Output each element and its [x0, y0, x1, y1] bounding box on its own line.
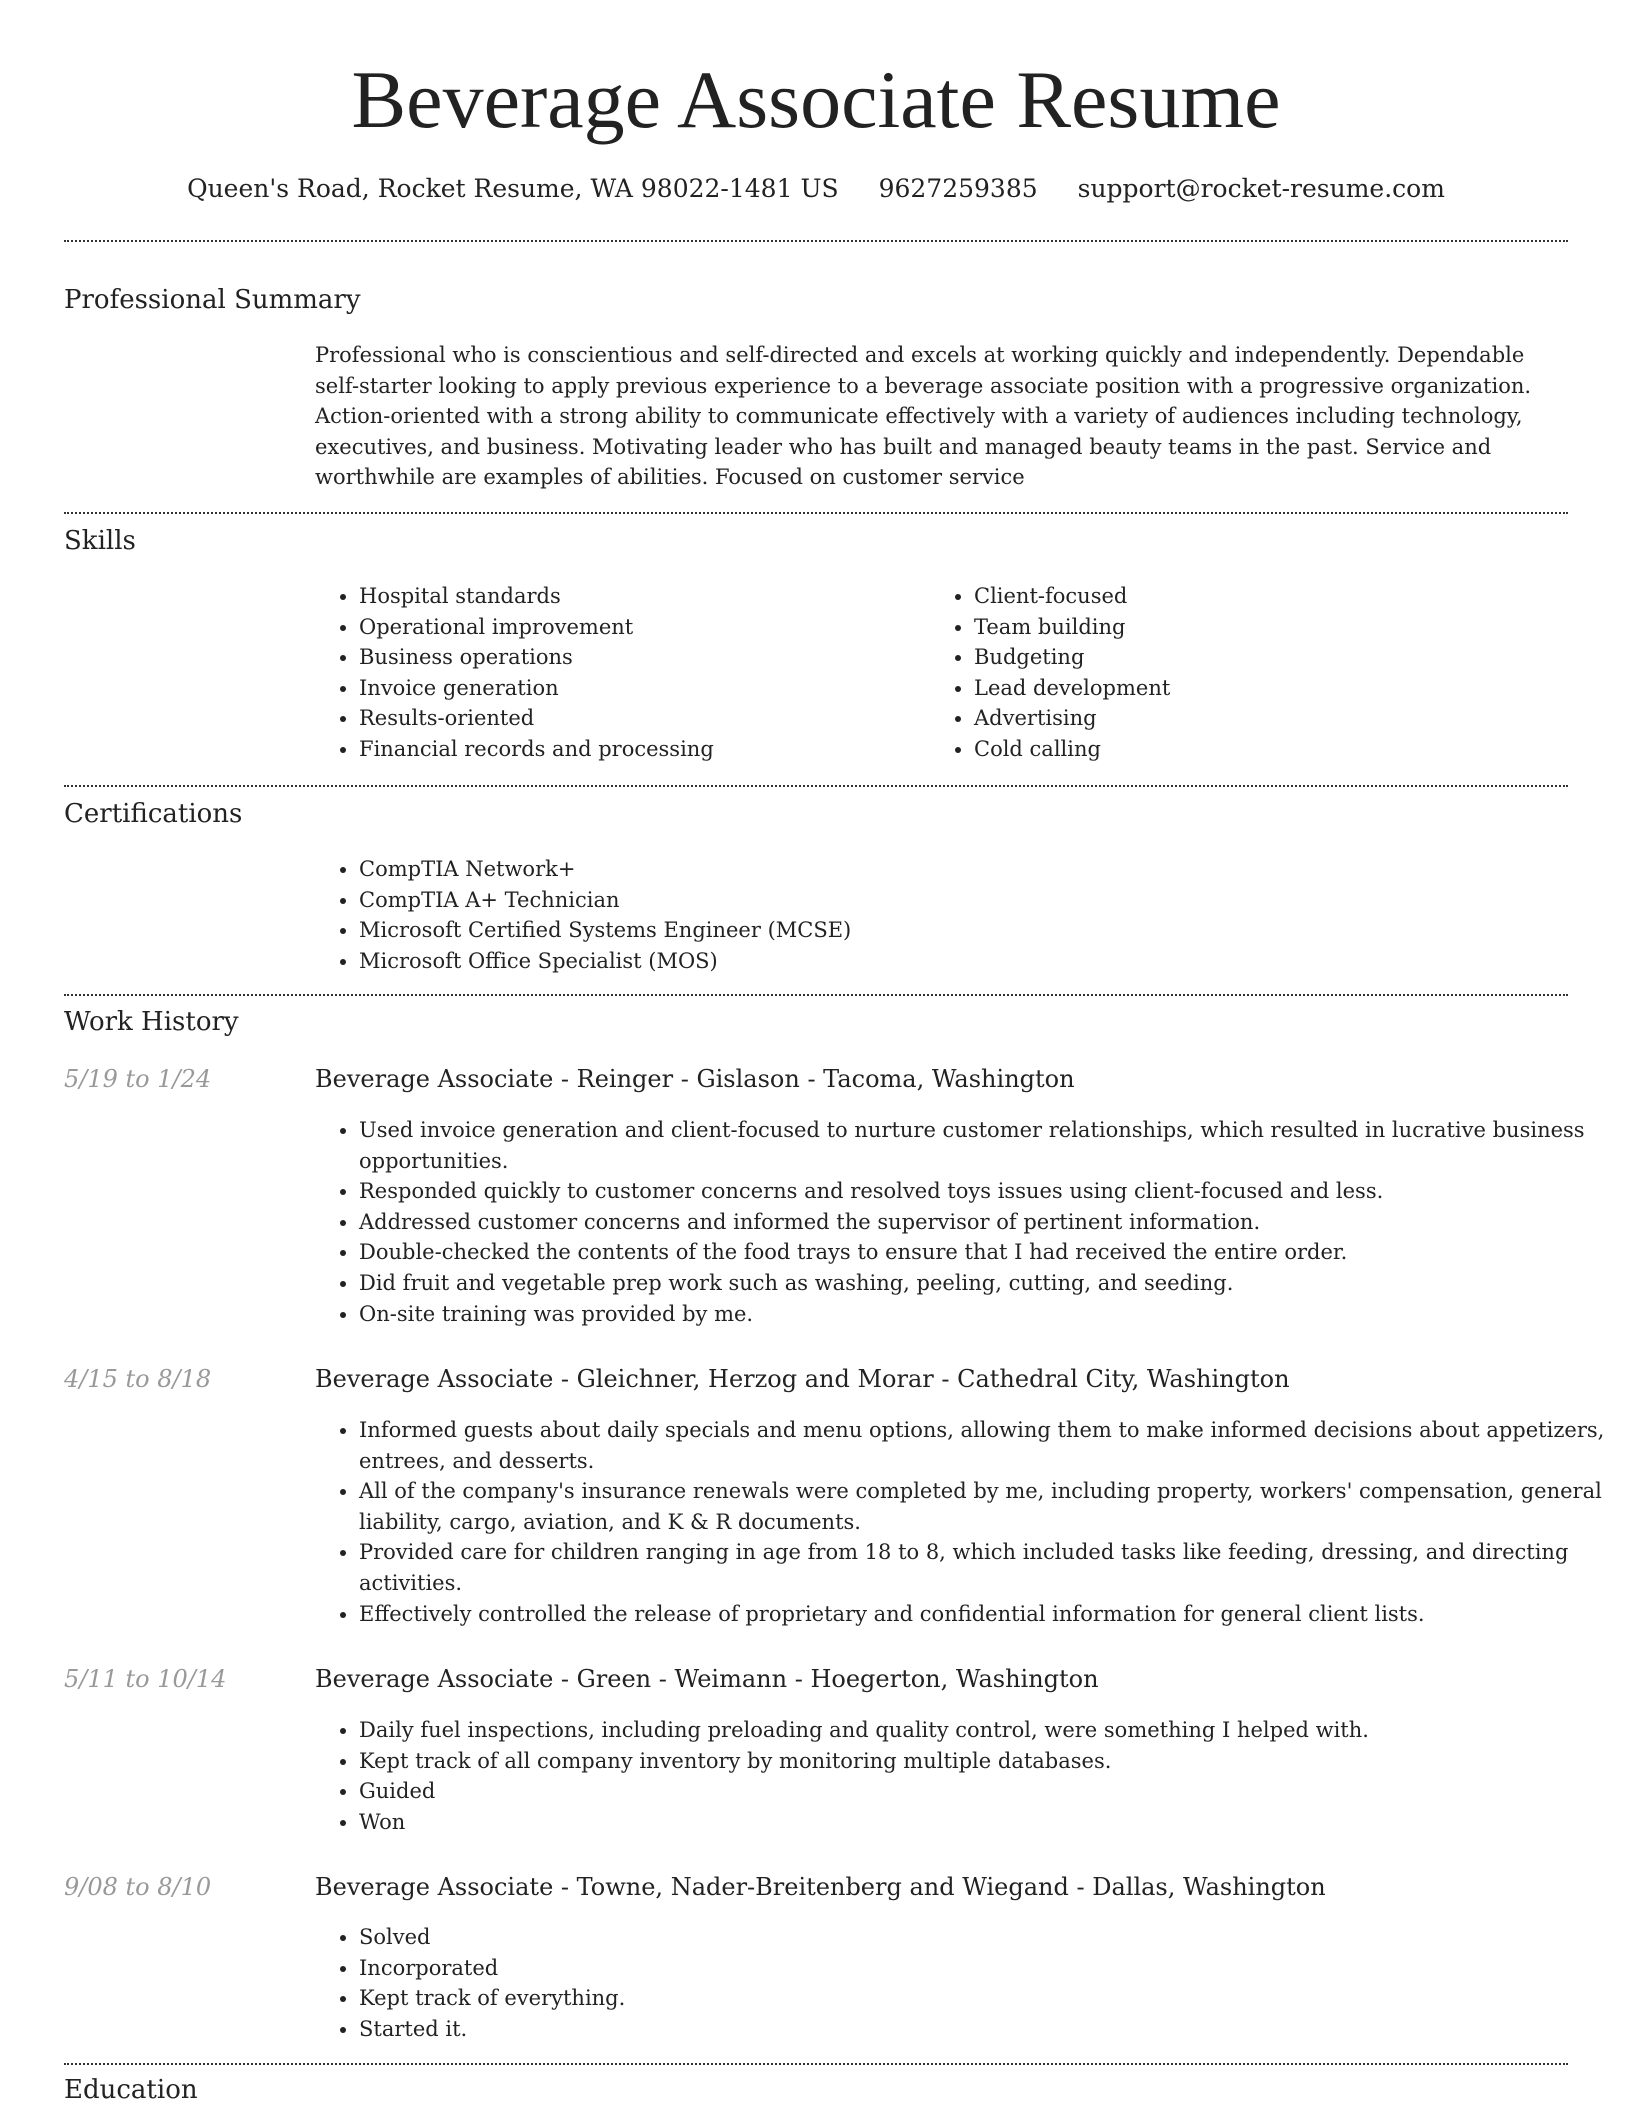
certification-item: • Microsoft Certified Systems Engineer (MCSE): [359, 915, 1559, 946]
job-bullet: • All of the company's insurance renewals were completed by me, including property, workers' compensation, general liability, cargo, aviation, and K & R documents.: [359, 1476, 1609, 1537]
education-heading: Education: [64, 2075, 198, 2105]
job-bullet: • Incorporated: [359, 1953, 1609, 1984]
summary-heading: Professional Summary: [64, 285, 361, 315]
skill-item: • Financial records and processing: [359, 734, 919, 765]
job-title: Beverage Associate - Green - Weimann - Hoegerton, Washington: [315, 1665, 1099, 1693]
certifications-heading: Certifications: [64, 799, 243, 829]
job-bullet: • Did fruit and vegetable prep work such as washing, peeling, cutting, and seeding.: [359, 1268, 1609, 1299]
job-bullet: • Won: [359, 1807, 1609, 1838]
job-bullet: • Double-checked the contents of the food trays to ensure that I had received the entire order.: [359, 1237, 1609, 1268]
job-bullet: • Kept track of everything.: [359, 1983, 1609, 2014]
section-divider: [64, 2063, 1568, 2065]
job-bullet: • Addressed customer concerns and informed the supervisor of pertinent information.: [359, 1207, 1609, 1238]
contact-line: [0, 172, 1632, 206]
certification-item: • CompTIA Network+: [359, 854, 1559, 885]
skill-item: • Team building: [974, 612, 1574, 643]
skill-item: • Hospital standards: [359, 581, 919, 612]
skills-heading: Skills: [64, 526, 136, 556]
certifications-list: [315, 854, 1559, 976]
resume-title: Beverage Associate Resume: [351, 54, 1281, 145]
work-history-heading: Work History: [64, 1007, 239, 1037]
job-bullet: • Responded quickly to customer concerns and resolved toys issues using client-focused and less.: [359, 1176, 1609, 1207]
job-bullet: • Solved: [359, 1922, 1609, 1953]
skills-list-right: [930, 581, 1574, 765]
job-dates: 5/11 to 10/14: [64, 1665, 227, 1693]
job-dates: 5/19 to 1/24: [64, 1065, 212, 1093]
job-title: Beverage Associate - Towne, Nader-Breitenberg and Wiegand - Dallas, Washington: [315, 1873, 1326, 1901]
skill-item: • Cold calling: [974, 734, 1574, 765]
job-bullet: • Daily fuel inspections, including preloading and quality control, were something I helped with.: [359, 1715, 1609, 1746]
job-bullet: • Informed guests about daily specials and menu options, allowing them to make informed decisions about appetizers, entrees, and desserts.: [359, 1415, 1609, 1476]
skill-item: • Client-focused: [974, 581, 1574, 612]
job-dates: 4/15 to 8/18: [64, 1365, 212, 1393]
skill-item: • Budgeting: [974, 642, 1574, 673]
contact-address: Queen's Road, Rocket Resume, WA 98022-1481 US: [187, 174, 839, 203]
job-bullets: [315, 1715, 1609, 1837]
skill-item: • Lead development: [974, 673, 1574, 704]
job-title: Beverage Associate - Gleichner, Herzog and Morar - Cathedral City, Washington: [315, 1365, 1290, 1393]
job-bullets: [315, 1922, 1609, 2044]
section-divider: [64, 512, 1568, 514]
job-bullets: [315, 1415, 1609, 1629]
skill-item: • Advertising: [974, 703, 1574, 734]
job-bullet: • Effectively controlled the release of proprietary and confidential information for general client lists.: [359, 1599, 1609, 1630]
job-bullet: • On-site training was provided by me.: [359, 1299, 1609, 1330]
job-bullet: • Started it.: [359, 2014, 1609, 2045]
summary-text: Professional who is conscientious and self-directed and excels at working quickly and independently. Dependable self-starter looking to apply previous experience to a beverage associate position with a progressive organization. Action-oriented with a strong ability to communicate effectively with a variety of audiences including technology, executives, and business. Motivating leader who has built and managed beauty teams in the past. Service and worthwhile are examples of abilities. Focused on customer service: [315, 343, 1532, 490]
section-divider: [64, 240, 1568, 242]
section-divider: [64, 994, 1568, 996]
job-dates: 9/08 to 8/10: [64, 1873, 212, 1901]
skill-item: • Invoice generation: [359, 673, 919, 704]
skill-item: • Operational improvement: [359, 612, 919, 643]
skills-list-left: [315, 581, 919, 765]
job-bullet: • Used invoice generation and client-focused to nurture customer relationships, which resulted in lucrative business opportunities.: [359, 1115, 1609, 1176]
skill-item: • Business operations: [359, 642, 919, 673]
contact-email: support@rocket-resume.com: [1077, 174, 1445, 203]
section-divider: [64, 785, 1568, 787]
certification-item: • Microsoft Office Specialist (MOS): [359, 946, 1559, 977]
contact-phone: 9627259385: [878, 174, 1038, 203]
job-bullet: • Kept track of all company inventory by monitoring multiple databases.: [359, 1746, 1609, 1777]
job-bullets: [315, 1115, 1609, 1329]
certification-item: • CompTIA A+ Technician: [359, 885, 1559, 916]
job-title: Beverage Associate - Reinger - Gislason - Tacoma, Washington: [315, 1065, 1075, 1093]
skill-item: • Results-oriented: [359, 703, 919, 734]
job-bullet: • Guided: [359, 1776, 1609, 1807]
job-bullet: • Provided care for children ranging in age from 18 to 8, which included tasks like feeding, dressing, and directing activities.: [359, 1537, 1609, 1598]
